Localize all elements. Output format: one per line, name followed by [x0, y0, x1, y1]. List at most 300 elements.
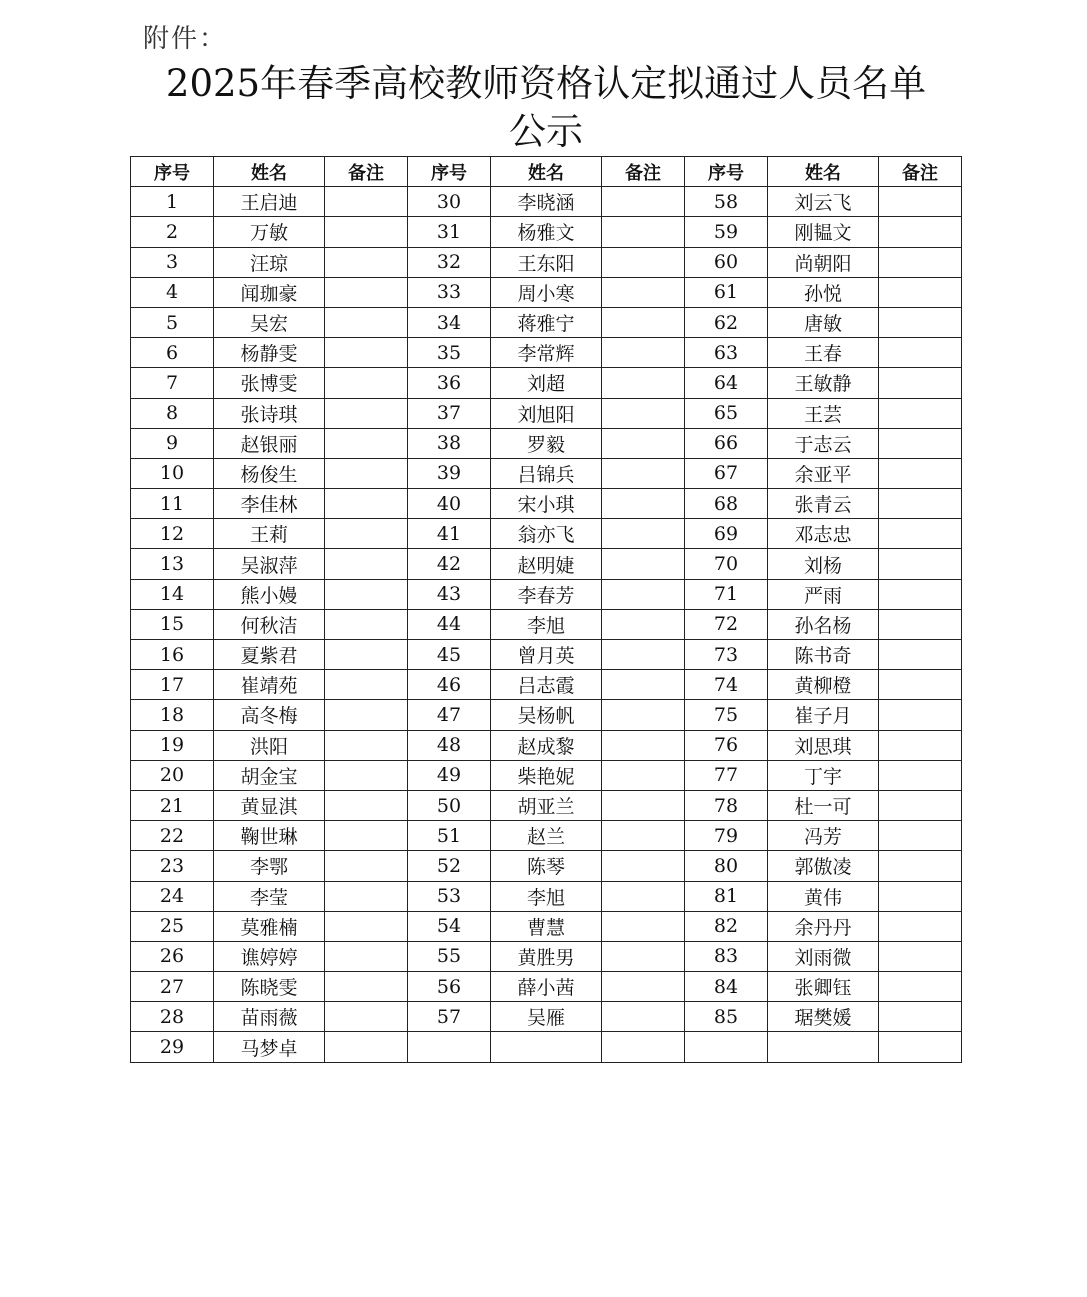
serial-cell: 15	[131, 609, 214, 639]
name-cell: 莫雅楠	[214, 911, 325, 941]
remark-cell	[325, 911, 408, 941]
name-cell: 张博雯	[214, 368, 325, 398]
remark-cell	[602, 911, 685, 941]
remark-cell	[879, 760, 962, 790]
serial-cell: 34	[408, 307, 491, 337]
remark-cell	[325, 187, 408, 217]
table-row	[131, 277, 962, 307]
name-cell: 丁宇	[768, 760, 879, 790]
serial-cell: 1	[131, 187, 214, 217]
remark-cell	[325, 458, 408, 488]
name-cell: 李晓涵	[491, 187, 602, 217]
serial-cell: 75	[685, 700, 768, 730]
serial-cell: 59	[685, 217, 768, 247]
name-cell: 吴淑萍	[214, 549, 325, 579]
table-row	[131, 307, 962, 337]
name-cell: 柴艳妮	[491, 760, 602, 790]
name-cell: 于志云	[768, 428, 879, 458]
remark-cell	[325, 579, 408, 609]
serial-cell: 64	[685, 368, 768, 398]
serial-cell: 74	[685, 670, 768, 700]
remark-cell	[325, 428, 408, 458]
serial-cell: 25	[131, 911, 214, 941]
table-row	[131, 881, 962, 911]
name-cell: 蒋雅宁	[491, 307, 602, 337]
serial-cell: 24	[131, 881, 214, 911]
serial-cell: 4	[131, 277, 214, 307]
serial-cell: 53	[408, 881, 491, 911]
name-cell: 吕锦兵	[491, 458, 602, 488]
name-cell: 吴宏	[214, 307, 325, 337]
name-cell: 刘超	[491, 368, 602, 398]
name-cell: 赵银丽	[214, 428, 325, 458]
name-cell: 李旭	[491, 609, 602, 639]
name-cell: 黄柳橙	[768, 670, 879, 700]
serial-cell: 77	[685, 760, 768, 790]
serial-cell: 51	[408, 821, 491, 851]
serial-cell: 10	[131, 458, 214, 488]
name-cell: 余丹丹	[768, 911, 879, 941]
serial-cell: 61	[685, 277, 768, 307]
header-remark: 备注	[325, 157, 408, 187]
serial-cell: 40	[408, 489, 491, 519]
serial-cell: 42	[408, 549, 491, 579]
table-row	[131, 428, 962, 458]
serial-cell: 33	[408, 277, 491, 307]
serial-cell: 83	[685, 941, 768, 971]
serial-cell: 71	[685, 579, 768, 609]
serial-cell: 56	[408, 972, 491, 1002]
document-title: 2025年春季高校教师资格认定拟通过人员名单	[165, 62, 927, 105]
serial-cell: 6	[131, 338, 214, 368]
serial-cell: 84	[685, 972, 768, 1002]
header-name: 姓名	[491, 157, 602, 187]
name-cell: 尚朝阳	[768, 247, 879, 277]
name-cell: 郭傲凌	[768, 851, 879, 881]
name-cell: 罗毅	[491, 428, 602, 458]
table-row	[131, 972, 962, 1002]
name-cell: 李鄂	[214, 851, 325, 881]
name-cell: 刘杨	[768, 549, 879, 579]
name-cell: 闻珈豪	[214, 277, 325, 307]
remark-cell	[325, 217, 408, 247]
remark-cell	[602, 489, 685, 519]
table-row	[131, 1032, 962, 1062]
remark-cell	[879, 579, 962, 609]
remark-cell	[602, 790, 685, 820]
remark-cell	[602, 700, 685, 730]
remark-cell	[602, 307, 685, 337]
remark-cell	[325, 851, 408, 881]
remark-cell	[325, 1032, 408, 1062]
remark-cell	[602, 579, 685, 609]
name-cell: 曹慧	[491, 911, 602, 941]
name-cell: 王芸	[768, 398, 879, 428]
serial-cell: 82	[685, 911, 768, 941]
serial-cell: 26	[131, 941, 214, 971]
name-cell: 夏紫君	[214, 640, 325, 670]
remark-cell	[325, 700, 408, 730]
table-row	[131, 458, 962, 488]
remark-cell	[879, 247, 962, 277]
table-row	[131, 187, 962, 217]
name-cell: 冯芳	[768, 821, 879, 851]
remark-cell	[325, 368, 408, 398]
remark-cell	[325, 670, 408, 700]
serial-cell: 52	[408, 851, 491, 881]
name-cell: 黄伟	[768, 881, 879, 911]
remark-cell	[602, 398, 685, 428]
remark-cell	[325, 640, 408, 670]
name-cell: 薛小茜	[491, 972, 602, 1002]
remark-cell	[602, 1032, 685, 1062]
table-row	[131, 489, 962, 519]
serial-cell: 22	[131, 821, 214, 851]
serial-cell: 67	[685, 458, 768, 488]
remark-cell	[879, 549, 962, 579]
serial-cell: 30	[408, 187, 491, 217]
remark-cell	[602, 549, 685, 579]
name-cell: 陈晓雯	[214, 972, 325, 1002]
remark-cell	[325, 307, 408, 337]
name-cell: 琚樊媛	[768, 1002, 879, 1032]
remark-cell	[602, 730, 685, 760]
name-cell: 马梦卓	[214, 1032, 325, 1062]
remark-cell	[602, 609, 685, 639]
remark-cell	[879, 730, 962, 760]
name-cell: 杨静雯	[214, 338, 325, 368]
name-cell: 张诗琪	[214, 398, 325, 428]
remark-cell	[325, 790, 408, 820]
name-cell: 刚韫文	[768, 217, 879, 247]
remark-cell	[602, 187, 685, 217]
serial-cell: 35	[408, 338, 491, 368]
name-cell: 刘云飞	[768, 187, 879, 217]
remark-cell	[325, 519, 408, 549]
remark-cell	[602, 277, 685, 307]
table-row	[131, 368, 962, 398]
table-row	[131, 338, 962, 368]
header-name: 姓名	[768, 157, 879, 187]
name-cell: 王春	[768, 338, 879, 368]
remark-cell	[879, 428, 962, 458]
remark-cell	[325, 609, 408, 639]
name-cell: 翁亦飞	[491, 519, 602, 549]
serial-cell: 54	[408, 911, 491, 941]
table-row	[131, 1002, 962, 1032]
remark-cell	[602, 821, 685, 851]
table-row	[131, 941, 962, 971]
remark-cell	[602, 881, 685, 911]
header-name: 姓名	[214, 157, 325, 187]
name-cell: 李春芳	[491, 579, 602, 609]
name-cell: 曾月英	[491, 640, 602, 670]
remark-cell	[879, 398, 962, 428]
serial-cell: 28	[131, 1002, 214, 1032]
serial-cell: 7	[131, 368, 214, 398]
remark-cell	[879, 911, 962, 941]
table-row	[131, 821, 962, 851]
serial-cell: 36	[408, 368, 491, 398]
remark-cell	[879, 790, 962, 820]
table-row	[131, 700, 962, 730]
name-cell: 刘雨微	[768, 941, 879, 971]
serial-cell: 76	[685, 730, 768, 760]
remark-cell	[325, 277, 408, 307]
header-serial: 序号	[131, 157, 214, 187]
remark-cell	[602, 519, 685, 549]
remark-cell	[602, 338, 685, 368]
serial-cell: 12	[131, 519, 214, 549]
table-row	[131, 640, 962, 670]
serial-cell: 85	[685, 1002, 768, 1032]
serial-cell: 2	[131, 217, 214, 247]
serial-cell: 31	[408, 217, 491, 247]
name-cell: 黄显淇	[214, 790, 325, 820]
remark-cell	[325, 821, 408, 851]
remark-cell	[879, 519, 962, 549]
remark-cell	[602, 972, 685, 1002]
serial-cell: 41	[408, 519, 491, 549]
remark-cell	[879, 851, 962, 881]
serial-cell: 78	[685, 790, 768, 820]
serial-cell: 80	[685, 851, 768, 881]
name-cell: 万敏	[214, 217, 325, 247]
table-row	[131, 790, 962, 820]
remark-cell	[602, 1002, 685, 1032]
serial-cell: 46	[408, 670, 491, 700]
table-row	[131, 760, 962, 790]
name-cell: 余亚平	[768, 458, 879, 488]
remark-cell	[602, 458, 685, 488]
name-cell: 鞠世琳	[214, 821, 325, 851]
remark-cell	[879, 217, 962, 247]
serial-cell: 69	[685, 519, 768, 549]
name-cell: 王启迪	[214, 187, 325, 217]
name-cell: 李莹	[214, 881, 325, 911]
remark-cell	[879, 307, 962, 337]
name-cell: 苗雨薇	[214, 1002, 325, 1032]
serial-cell: 3	[131, 247, 214, 277]
remark-cell	[879, 368, 962, 398]
remark-cell	[325, 760, 408, 790]
serial-cell: 65	[685, 398, 768, 428]
name-cell: 唐敏	[768, 307, 879, 337]
serial-cell: 16	[131, 640, 214, 670]
serial-cell: 66	[685, 428, 768, 458]
remark-cell	[879, 640, 962, 670]
name-cell: 王莉	[214, 519, 325, 549]
remark-cell	[879, 489, 962, 519]
name-cell: 胡金宝	[214, 760, 325, 790]
remark-cell	[879, 821, 962, 851]
remark-cell	[879, 187, 962, 217]
name-cell: 陈书奇	[768, 640, 879, 670]
table-row	[131, 911, 962, 941]
name-cell: 吴杨帆	[491, 700, 602, 730]
serial-cell: 5	[131, 307, 214, 337]
name-cell: 李佳林	[214, 489, 325, 519]
serial-cell: 18	[131, 700, 214, 730]
table-row	[131, 217, 962, 247]
serial-cell: 79	[685, 821, 768, 851]
remark-cell	[879, 458, 962, 488]
name-cell: 黄胜男	[491, 941, 602, 971]
table-row	[131, 670, 962, 700]
attachment-label: 附件：	[143, 24, 228, 54]
remark-cell	[325, 247, 408, 277]
name-cell: 吴雁	[491, 1002, 602, 1032]
serial-cell: 57	[408, 1002, 491, 1032]
header-remark: 备注	[879, 157, 962, 187]
remark-cell	[602, 941, 685, 971]
serial-cell: 45	[408, 640, 491, 670]
name-cell: 高冬梅	[214, 700, 325, 730]
name-cell: 张青云	[768, 489, 879, 519]
name-cell: 宋小琪	[491, 489, 602, 519]
remark-cell	[325, 338, 408, 368]
name-cell: 何秋洁	[214, 609, 325, 639]
serial-cell: 8	[131, 398, 214, 428]
remark-cell	[602, 670, 685, 700]
name-cell: 陈琴	[491, 851, 602, 881]
remark-cell	[879, 941, 962, 971]
remark-cell	[602, 640, 685, 670]
serial-cell: 43	[408, 579, 491, 609]
name-cell: 赵明婕	[491, 549, 602, 579]
table-row	[131, 398, 962, 428]
serial-cell: 19	[131, 730, 214, 760]
name-cell: 周小寒	[491, 277, 602, 307]
remark-cell	[325, 1002, 408, 1032]
roster-table	[130, 156, 962, 1063]
serial-cell: 70	[685, 549, 768, 579]
name-cell	[491, 1032, 602, 1062]
header-serial: 序号	[408, 157, 491, 187]
header-row	[131, 157, 962, 187]
remark-cell	[325, 489, 408, 519]
remark-cell	[602, 368, 685, 398]
table-row	[131, 609, 962, 639]
name-cell: 谯婷婷	[214, 941, 325, 971]
remark-cell	[602, 851, 685, 881]
remark-cell	[879, 277, 962, 307]
table-row	[131, 549, 962, 579]
serial-cell: 39	[408, 458, 491, 488]
serial-cell: 37	[408, 398, 491, 428]
roster-body	[131, 187, 962, 1062]
name-cell: 崔靖苑	[214, 670, 325, 700]
name-cell: 崔子月	[768, 700, 879, 730]
serial-cell: 29	[131, 1032, 214, 1062]
serial-cell: 27	[131, 972, 214, 1002]
serial-cell: 32	[408, 247, 491, 277]
serial-cell: 81	[685, 881, 768, 911]
header-remark: 备注	[602, 157, 685, 187]
table-row	[131, 247, 962, 277]
serial-cell: 62	[685, 307, 768, 337]
serial-cell: 50	[408, 790, 491, 820]
serial-cell: 73	[685, 640, 768, 670]
name-cell: 张卿钰	[768, 972, 879, 1002]
remark-cell	[602, 247, 685, 277]
name-cell: 杜一可	[768, 790, 879, 820]
name-cell: 吕志霞	[491, 670, 602, 700]
remark-cell	[879, 609, 962, 639]
name-cell: 严雨	[768, 579, 879, 609]
serial-cell: 11	[131, 489, 214, 519]
name-cell: 孙悦	[768, 277, 879, 307]
table-row	[131, 730, 962, 760]
remark-cell	[879, 1002, 962, 1032]
remark-cell	[879, 338, 962, 368]
remark-cell	[879, 972, 962, 1002]
name-cell	[768, 1032, 879, 1062]
serial-cell: 68	[685, 489, 768, 519]
serial-cell	[685, 1032, 768, 1062]
name-cell: 洪阳	[214, 730, 325, 760]
name-cell: 王东阳	[491, 247, 602, 277]
remark-cell	[879, 881, 962, 911]
name-cell: 李旭	[491, 881, 602, 911]
name-cell: 孙名杨	[768, 609, 879, 639]
name-cell: 杨雅文	[491, 217, 602, 247]
serial-cell: 63	[685, 338, 768, 368]
serial-cell: 48	[408, 730, 491, 760]
name-cell: 熊小嫚	[214, 579, 325, 609]
serial-cell: 13	[131, 549, 214, 579]
table-row	[131, 579, 962, 609]
remark-cell	[879, 700, 962, 730]
header-serial: 序号	[685, 157, 768, 187]
name-cell: 汪琼	[214, 247, 325, 277]
remark-cell	[325, 549, 408, 579]
serial-cell: 72	[685, 609, 768, 639]
table-row	[131, 851, 962, 881]
serial-cell: 21	[131, 790, 214, 820]
document-title-continued: 公示	[509, 110, 583, 153]
name-cell: 杨俊生	[214, 458, 325, 488]
remark-cell	[602, 217, 685, 247]
serial-cell: 60	[685, 247, 768, 277]
serial-cell: 9	[131, 428, 214, 458]
serial-cell: 20	[131, 760, 214, 790]
name-cell: 王敏静	[768, 368, 879, 398]
serial-cell: 14	[131, 579, 214, 609]
remark-cell	[325, 972, 408, 1002]
remark-cell	[602, 760, 685, 790]
name-cell: 李常辉	[491, 338, 602, 368]
table-row	[131, 519, 962, 549]
serial-cell: 44	[408, 609, 491, 639]
serial-cell	[408, 1032, 491, 1062]
remark-cell	[879, 670, 962, 700]
serial-cell: 49	[408, 760, 491, 790]
serial-cell: 23	[131, 851, 214, 881]
remark-cell	[325, 881, 408, 911]
serial-cell: 17	[131, 670, 214, 700]
name-cell: 赵兰	[491, 821, 602, 851]
serial-cell: 47	[408, 700, 491, 730]
serial-cell: 58	[685, 187, 768, 217]
remark-cell	[879, 1032, 962, 1062]
remark-cell	[325, 398, 408, 428]
serial-cell: 38	[408, 428, 491, 458]
name-cell: 胡亚兰	[491, 790, 602, 820]
serial-cell: 55	[408, 941, 491, 971]
remark-cell	[602, 428, 685, 458]
name-cell: 赵成黎	[491, 730, 602, 760]
